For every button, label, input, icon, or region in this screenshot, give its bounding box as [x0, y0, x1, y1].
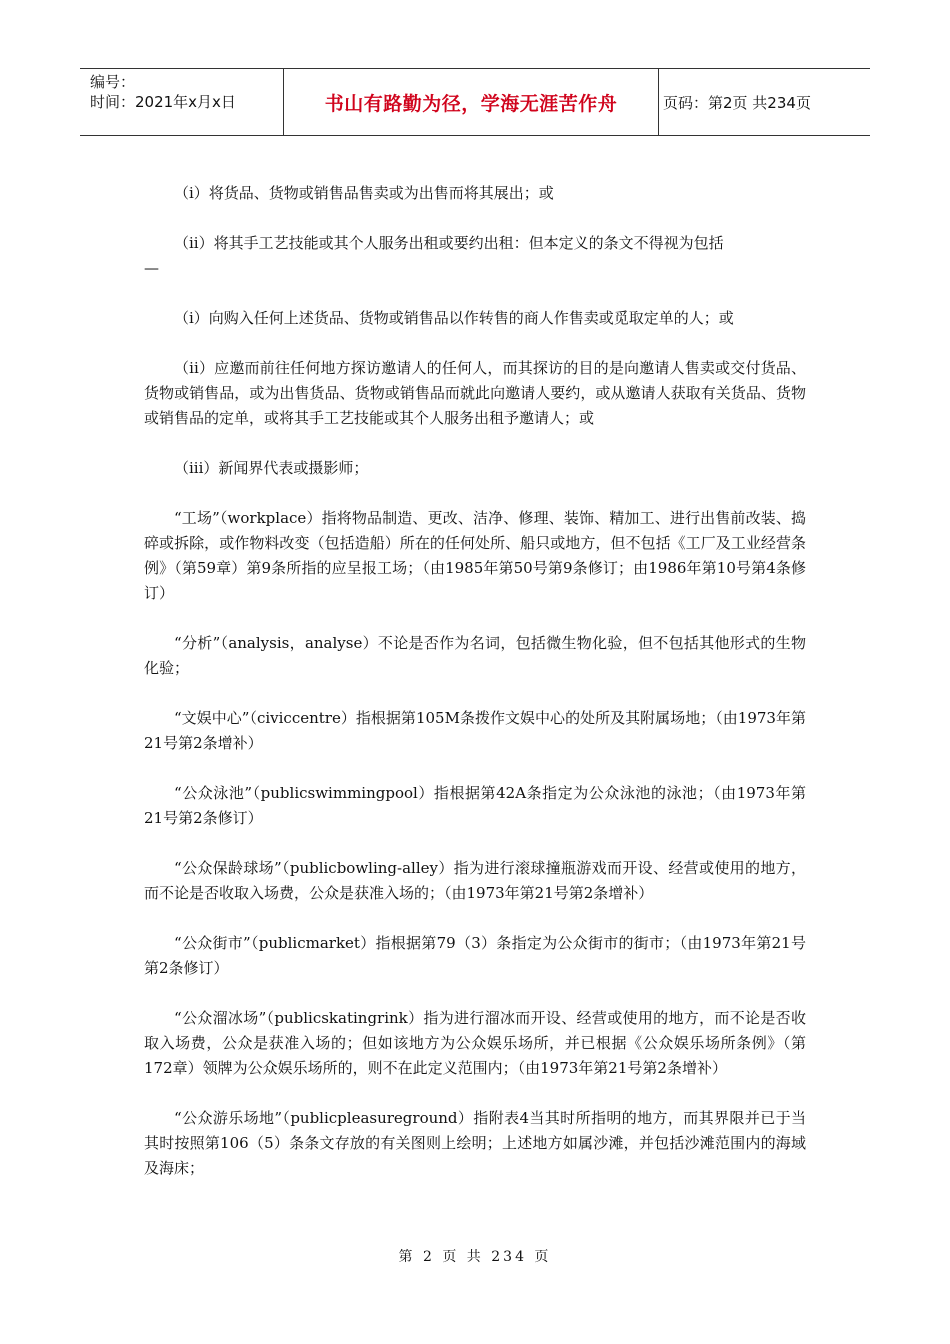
paragraph: “公众保龄球场”（publicbowling-alley）指为进行滚球撞瓶游戏而开设、经营或使用的地方，而不论是否收取入场费，公众是获准入场的；（由1973年第21号第2条增补） [144, 859, 806, 902]
header-meta [80, 69, 283, 135]
document-body [144, 181, 806, 1206]
header-motto: 书山有路勤为径，学海无涯苦作舟 [283, 69, 659, 135]
page-footer: 第 2 页 共 234 页 [398, 1249, 552, 1265]
paragraph-text: （ii）将其手工艺技能或其个人服务出租或要约出租：但本定义的条文不得视为包括 [174, 234, 724, 252]
paragraph: “公众泳池”（publicswimmingpool）指根据第42A条指定为公众泳池的泳池；（由1973年第21号第2条修订） [144, 784, 806, 827]
dash-mark: — [144, 259, 159, 277]
paragraph: （i）将货品、货物或销售品售卖或为出售而将其展出；或 [174, 184, 554, 202]
paragraph: “公众溜冰场”（publicskatingrink）指为进行溜冰而开设、经营或使用的地方，而不论是否收取入场费，公众是获准入场的；但如该地方为公众娱乐场所，并已根据《公众娱乐场所条例》（第172章）领牌为公众娱乐场所的，则不在此定义范围内；（由1973年第21号第2条增补） [144, 1009, 806, 1077]
paragraph [144, 231, 806, 281]
paragraph: （i）向购入任何上述货品、货物或销售品以作转售的商人作售卖或觅取定单的人；或 [174, 309, 734, 327]
paragraph: “工场”（workplace）指将物品制造、更改、洁净、修理、装饰、精加工、进行出售前改装、捣碎或拆除，或作物料改变（包括造船）所在的任何处所、船只或地方，但不包括《工厂及工业经营条例》（第59章）第9条所指的应呈报工场；（由1985年第50号第9条修订；由1986年第10号第4条修订） [144, 509, 806, 602]
header-page-info: 页码：第2页 共234页 [663, 93, 811, 112]
document-time-label: 时间：2021年x月x日 [90, 93, 236, 111]
paragraph: “公众街市”（publicmarket）指根据第79（3）条指定为公众街市的街市；（由1973年第21号第2条修订） [144, 934, 806, 977]
paragraph: （iii）新闻界代表或摄影师； [174, 459, 369, 477]
document-number-label: 编号： [90, 73, 136, 91]
paragraph: “文娱中心”（civiccentre）指根据第105M条拨作文娱中心的处所及其附属场地；（由1973年第21号第2条增补） [144, 709, 806, 752]
paragraph: “分析”（analysis，analyse）不论是否作为名词，包括微生物化验，但不包括其他形式的生物化验； [144, 634, 806, 677]
paragraph: （ii）应邀而前往任何地方探访邀请人的任何人，而其探访的目的是向邀请人售卖或交付货品、货物或销售品，或为出售货品、货物或销售品而就此向邀请人要约，或从邀请人获取有关货品、货物或销售品的定单，或将其手工艺技能或其个人服务出租予邀请人；或 [144, 359, 806, 427]
paragraph: “公众游乐场地”（publicpleasureground）指附表4当其时所指明的地方，而其界限并已于当其时按照第106（5）条条文存放的有关图则上绘明；上述地方如属沙滩，并包括沙滩范围内的海域及海床； [144, 1109, 806, 1177]
page-header [80, 68, 870, 136]
